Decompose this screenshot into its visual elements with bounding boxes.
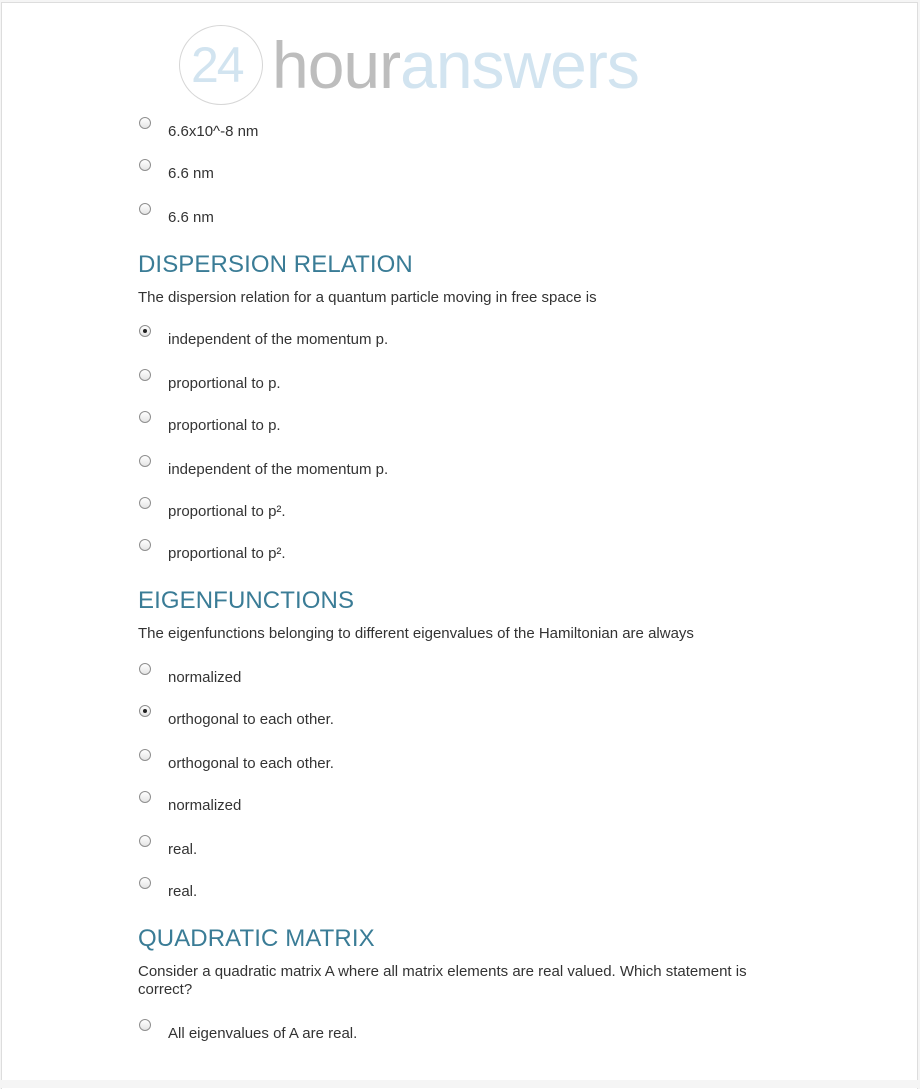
option-label: real. — [168, 841, 198, 858]
radio-button[interactable] — [139, 497, 151, 509]
radio-button[interactable] — [139, 411, 151, 423]
option-label: All eigenvalues of A are real. — [168, 1025, 358, 1042]
option-label: orthogonal to each other. — [168, 711, 334, 728]
radio-button[interactable] — [139, 203, 151, 215]
option-label: 6.6 nm — [168, 209, 214, 226]
option-label: normalized — [168, 669, 242, 686]
option-label: independent of the momentum p. — [168, 461, 389, 478]
radio-button[interactable] — [139, 835, 151, 847]
option-label: proportional to p. — [168, 417, 281, 434]
radio-button[interactable] — [139, 877, 151, 889]
radio-button[interactable] — [139, 791, 151, 803]
radio-button[interactable] — [139, 539, 151, 551]
radio-button[interactable] — [139, 159, 151, 171]
document-page — [1, 2, 918, 1089]
radio-button-selected[interactable] — [139, 325, 151, 337]
option-label: 6.6 nm — [168, 165, 214, 182]
option-label: proportional to p². — [168, 545, 286, 562]
section-title-dispersion: DISPERSION RELATION — [138, 251, 413, 278]
radio-button[interactable] — [139, 455, 151, 467]
question-eigenfunctions: The eigenfunctions belonging to different eigenvalues of the Hamiltonian are always — [138, 625, 694, 642]
option-label: independent of the momentum p. — [168, 331, 389, 348]
option-label: proportional to p². — [168, 503, 286, 520]
radio-button-selected[interactable] — [139, 705, 151, 717]
logo-word-answers: answers — [400, 28, 639, 102]
option-label: normalized — [168, 797, 242, 814]
page-bottom-margin — [0, 1080, 920, 1088]
radio-button[interactable] — [139, 369, 151, 381]
logo-number: 24 — [191, 37, 243, 93]
question-dispersion: The dispersion relation for a quantum particle moving in free space is — [138, 289, 597, 306]
radio-button[interactable] — [139, 749, 151, 761]
option-label: proportional to p. — [168, 375, 281, 392]
option-label: real. — [168, 883, 198, 900]
logo-wordmark — [272, 28, 639, 102]
radio-button[interactable] — [139, 117, 151, 129]
option-label: 6.6x10^-8 nm — [168, 123, 259, 140]
question-quadratic-matrix: Consider a quadratic matrix A where all matrix elements are real valued. Which statement is correct? — [138, 963, 747, 998]
radio-button[interactable] — [139, 1019, 151, 1031]
section-title-quadratic-matrix: QUADRATIC MATRIX — [138, 925, 375, 952]
section-title-eigenfunctions: EIGENFUNCTIONS — [138, 587, 355, 614]
logo-word-hour: hour — [272, 28, 401, 102]
option-label: orthogonal to each other. — [168, 755, 334, 772]
radio-button[interactable] — [139, 663, 151, 675]
